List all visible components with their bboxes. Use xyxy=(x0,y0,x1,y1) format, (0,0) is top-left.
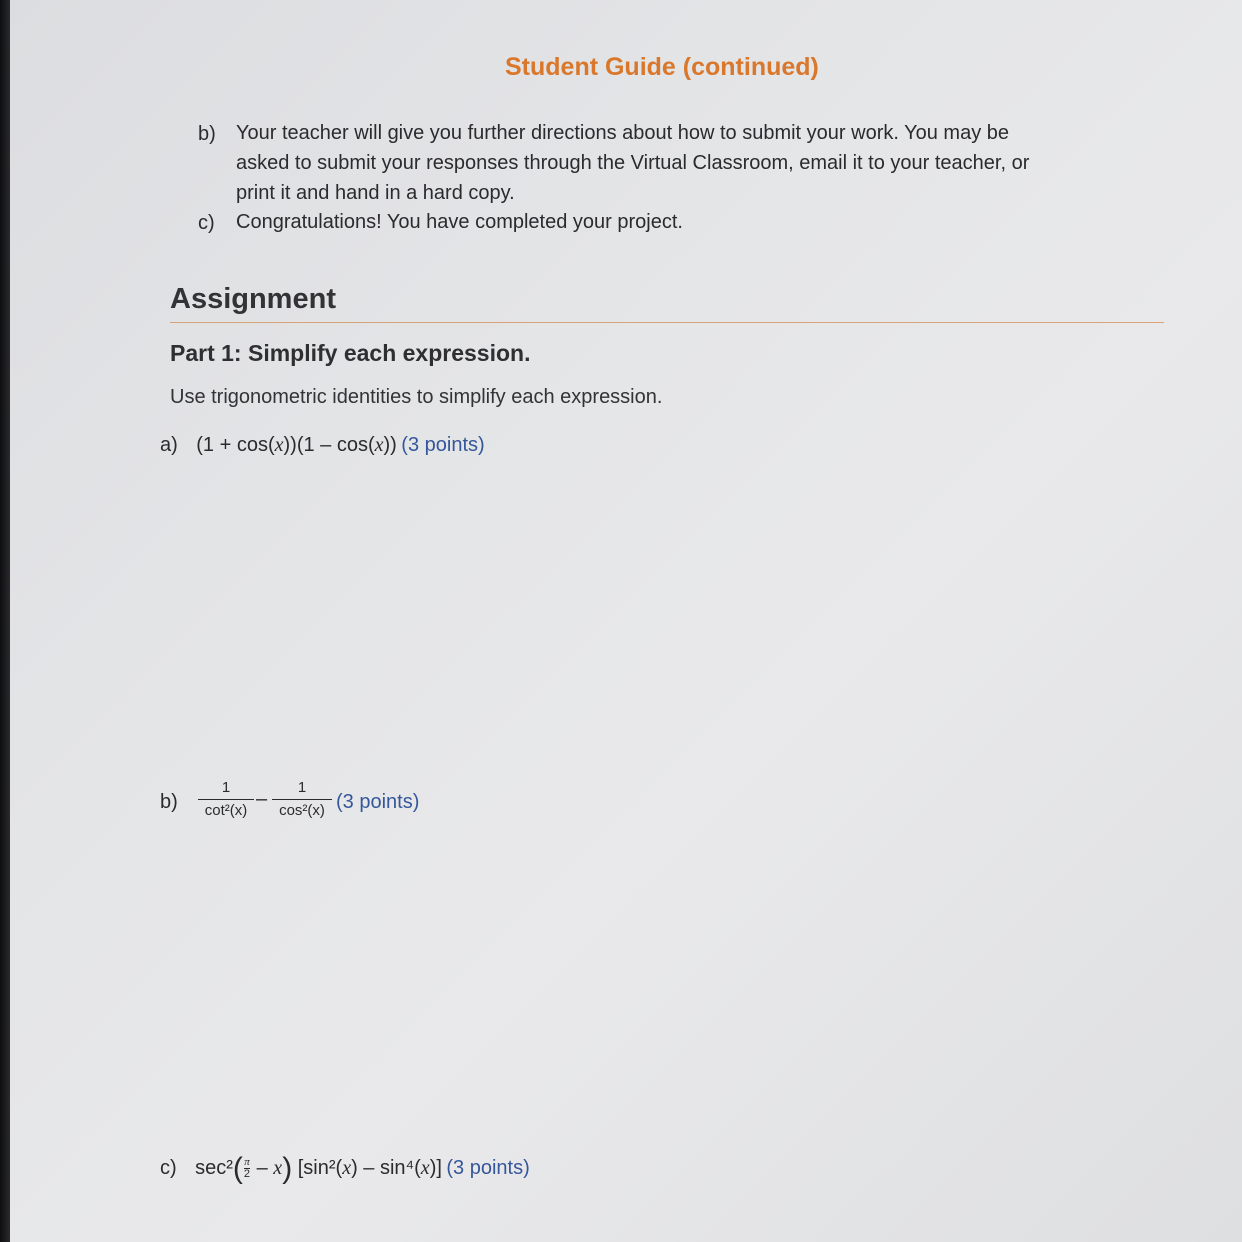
question-c xyxy=(160,1152,530,1186)
page-title: Student Guide (continued) xyxy=(505,53,819,81)
fraction-2-bar xyxy=(272,799,332,800)
fraction-1-numerator: 1 xyxy=(221,779,231,796)
step-b-letter: b) xyxy=(198,123,216,145)
fraction-1-denominator: cot²(x) xyxy=(204,802,248,819)
step-c-letter: c) xyxy=(198,212,215,234)
question-a-points: (3 points) xyxy=(401,434,485,456)
step-b-line-1: Your teacher will give you further directions about how to submit your work. You may be xyxy=(236,122,1010,144)
step-b-line-2: asked to submit your responses through the Virtual Classroom, email it to your teacher, or xyxy=(236,152,1030,174)
question-a xyxy=(160,434,485,457)
document-page xyxy=(10,0,1242,1242)
instruction-text: Use trigonometric identities to simplify each expression. xyxy=(170,386,663,408)
question-b-fraction-1 xyxy=(198,778,254,821)
step-c-line-1: Congratulations! You have completed your project. xyxy=(236,211,683,233)
section-title: Assignment xyxy=(170,283,336,315)
step-b-line-3: print it and hand in a hard copy. xyxy=(236,182,515,204)
fraction-1-bar xyxy=(198,799,254,800)
fraction-2-numerator: 1 xyxy=(297,779,307,796)
fraction-2-denominator: cos²(x) xyxy=(279,802,325,819)
question-b-points: (3 points) xyxy=(336,791,420,813)
question-a-expression: (1 + cos(x))(1 – cos(x)) xyxy=(196,434,397,456)
question-c-points: (3 points) xyxy=(446,1157,530,1179)
question-a-letter: a) xyxy=(160,434,178,456)
section-divider xyxy=(170,322,1164,323)
question-b-letter: b) xyxy=(160,791,178,813)
question-c-expression: $\sec^2(\frac{\pi}{2} - x)$ [sin²(x) – sin⁴(x)] xyxy=(195,1152,442,1185)
screen-bezel xyxy=(0,0,10,1242)
part-title: Part 1: Simplify each expression. xyxy=(170,340,531,366)
question-c-letter: c) xyxy=(160,1157,177,1179)
question-b-minus: – xyxy=(256,788,268,810)
question-b-fraction-2 xyxy=(272,778,332,821)
pi-over-2-fraction: $\frac{\pi}{2}$ xyxy=(243,1156,251,1181)
